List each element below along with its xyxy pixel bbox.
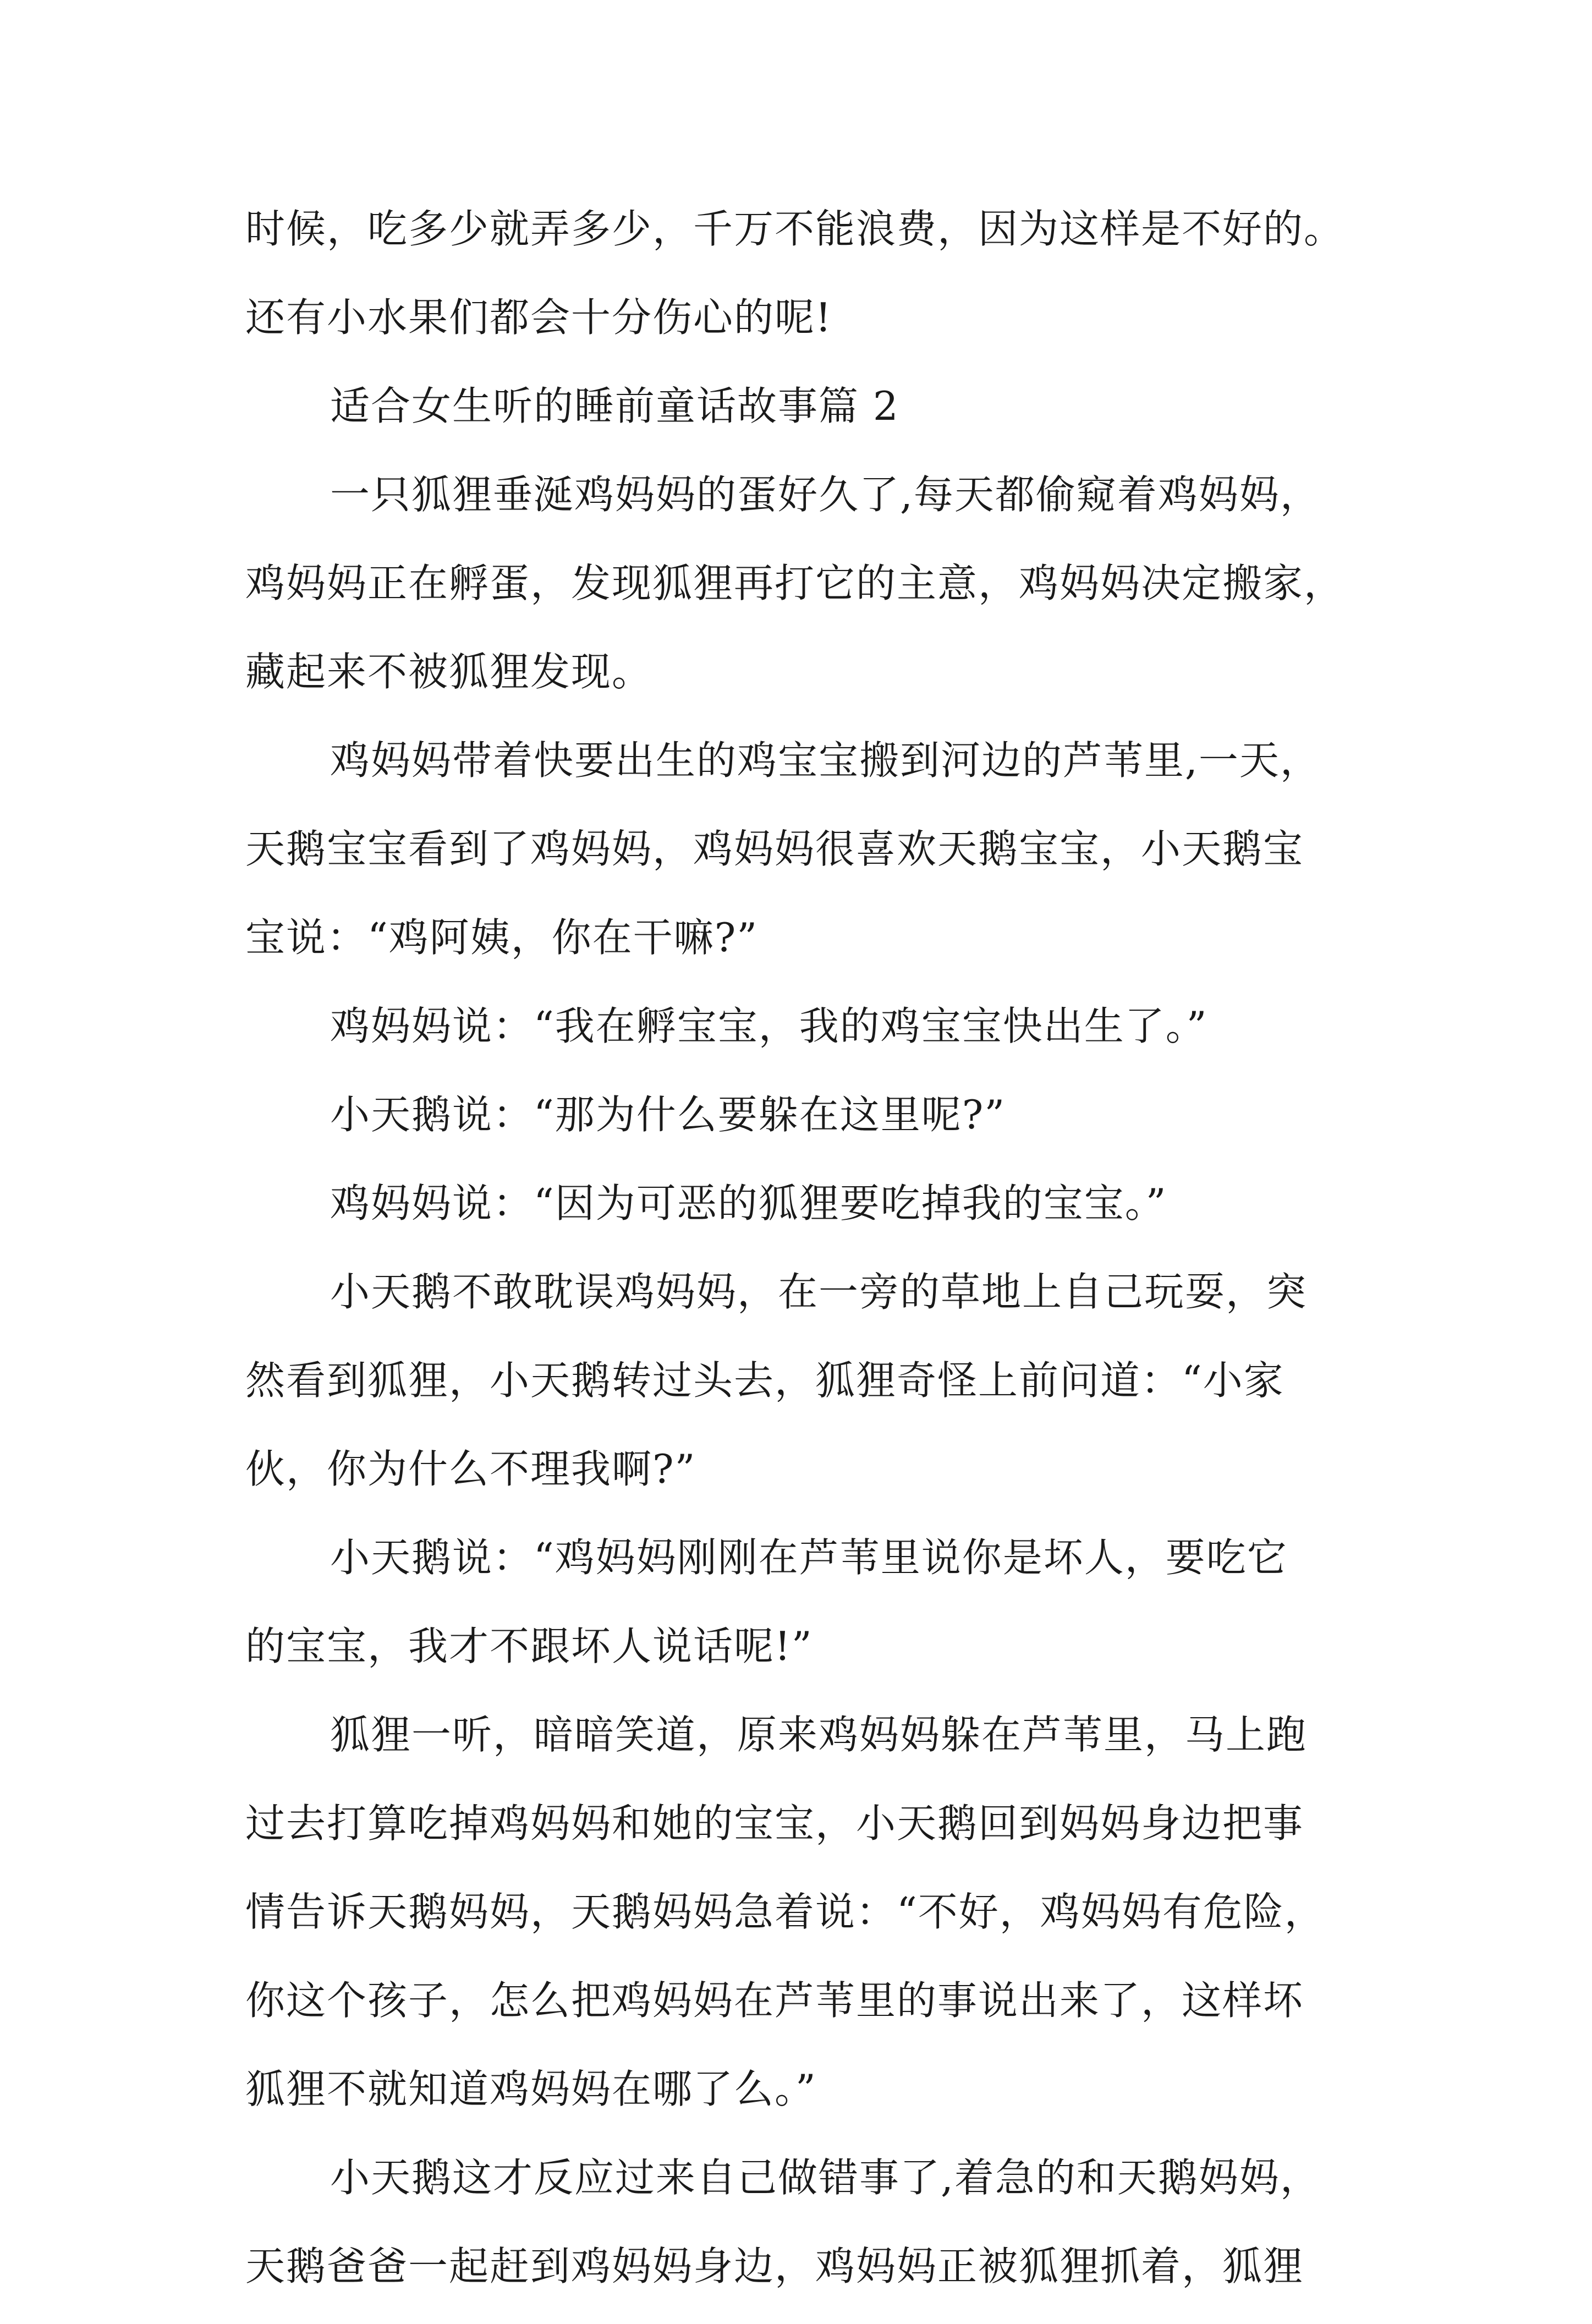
text-line: 伙，你为什么不理我啊?” xyxy=(245,1446,696,1492)
text-line: 情告诉天鹅妈妈，天鹅妈妈急着说：“不好，鸡妈妈有危险， xyxy=(245,1889,1325,1935)
text-line: 一只狐狸垂涎鸡妈妈的蛋好久了,每天都偷窥着鸡妈妈， xyxy=(330,472,1321,518)
text-line: 你这个孩子，怎么把鸡妈妈在芦苇里的事说出来了，这样坏 xyxy=(245,1977,1304,2024)
text-line: 鸡妈妈说：“因为可恶的狐狸要吃掉我的宝宝。” xyxy=(330,1180,1167,1226)
text-line: 小天鹅说：“那为什么要躲在这里呢?” xyxy=(330,1092,1006,1138)
document-body xyxy=(245,198,1351,2324)
text-line: 小天鹅这才反应过来自己做错事了,着急的和天鹅妈妈， xyxy=(330,2155,1321,2201)
text-line: 宝说：“鸡阿姨，你在干嘛?” xyxy=(245,914,759,961)
section-heading: 适合女生听的睡前童话故事篇 2 xyxy=(330,383,899,429)
text-line: 过去打算吃掉鸡妈妈和她的宝宝，小天鹅回到妈妈身边把事 xyxy=(245,1800,1304,1846)
text-line: 天鹅爸爸一起赶到鸡妈妈身边，鸡妈妈正被狐狸抓着，狐狸 xyxy=(245,2243,1304,2289)
text-line: 狐狸不就知道鸡妈妈在哪了么。” xyxy=(245,2066,817,2112)
text-line: 鸡妈妈正在孵蛋，发现狐狸再打它的主意，鸡妈妈决定搬家， xyxy=(245,560,1345,606)
text-line: 天鹅宝宝看到了鸡妈妈，鸡妈妈很喜欢天鹅宝宝，小天鹅宝 xyxy=(245,826,1304,872)
text-line: 小天鹅说：“鸡妈妈刚刚在芦苇里说你是坏人，要吃它 xyxy=(330,1534,1288,1581)
text-line: 狐狸一听，暗暗笑道，原来鸡妈妈躲在芦苇里，马上跑 xyxy=(330,1712,1308,1758)
text-line: 鸡妈妈说：“我在孵宝宝，我的鸡宝宝快出生了。” xyxy=(330,1003,1208,1049)
text-line: 小天鹅不敢耽误鸡妈妈，在一旁的草地上自己玩耍，突 xyxy=(330,1269,1308,1315)
text-line: 藏起来不被狐狸发现。 xyxy=(245,649,653,695)
text-line: 鸡妈妈带着快要出生的鸡宝宝搬到河边的芦苇里,一天， xyxy=(330,737,1321,783)
text-line: 时候，吃多少就弄多少，千万不能浪费，因为这样是不好的。 xyxy=(245,206,1345,252)
text-line: 的宝宝，我才不跟坏人说话呢!” xyxy=(245,1623,813,1669)
text-line: 还有小水果们都会十分伤心的呢! xyxy=(245,294,832,341)
text-line: 然看到狐狸，小天鹅转过头去，狐狸奇怪上前问道：“小家 xyxy=(245,1357,1284,1404)
